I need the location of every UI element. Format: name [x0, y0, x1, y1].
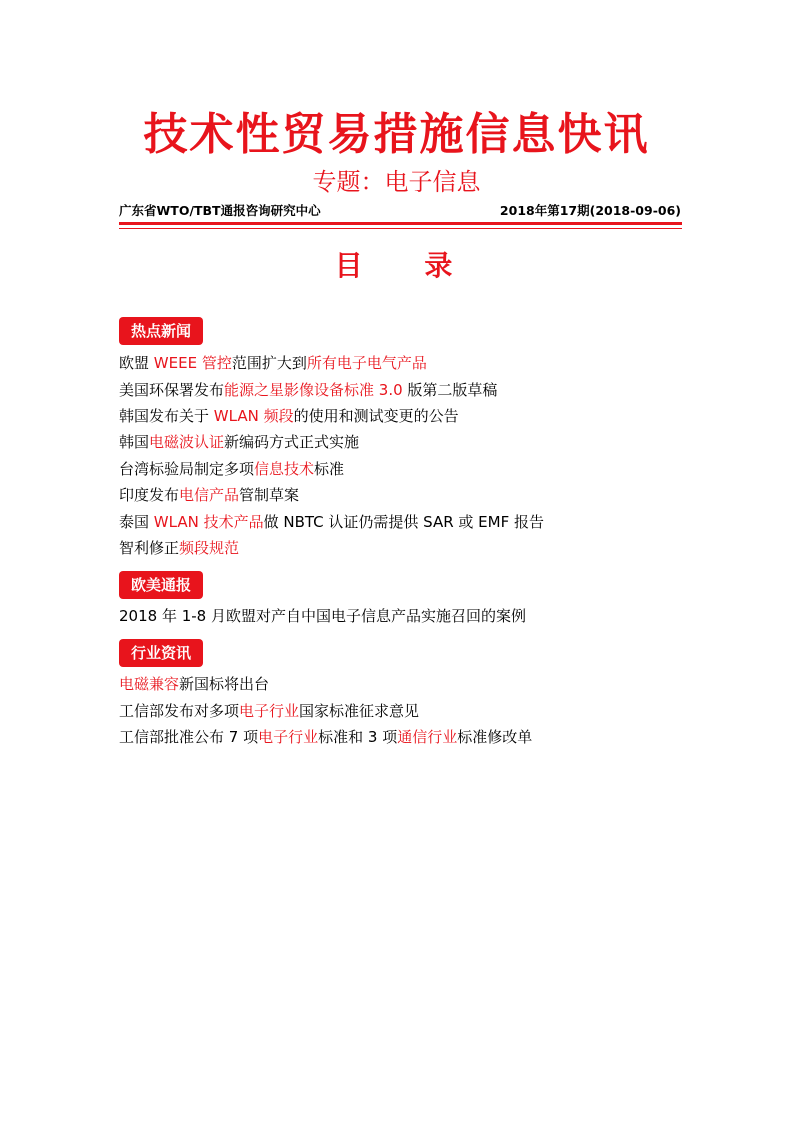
toc-link[interactable]	[119, 511, 544, 533]
highlight-keyword: 所有电子电气产品	[306, 354, 427, 372]
toc-text: 台湾标验局制定多项	[119, 460, 255, 478]
toc-text: 标准修改单	[457, 728, 533, 746]
toc-text: 2018 年 1-8 月欧盟对产自中国电子信息产品实施召回的案例	[119, 607, 526, 625]
toc-link[interactable]	[119, 605, 526, 627]
toc-text: 美国环保署发布	[119, 381, 225, 399]
header-rule-thick	[119, 222, 682, 225]
highlight-keyword: WLAN 技术产品	[153, 513, 264, 531]
publisher-name: 广东省WTO/TBT通报咨询研究中心	[119, 203, 321, 218]
toc-link[interactable]	[119, 352, 427, 374]
section-tag-hot-news: 热点新闻	[119, 317, 203, 345]
toc-text: 欧盟	[119, 354, 154, 372]
toc-text: 范围扩大到	[231, 354, 307, 372]
toc-text: 工信部批准公布 7 项	[119, 728, 259, 746]
issue-info: 2018年第17期(2018-09-06)	[499, 203, 681, 218]
toc-text: 新编码方式正式实施	[224, 433, 360, 451]
toc-link[interactable]	[119, 537, 239, 559]
header-rule-thin	[119, 228, 682, 229]
toc-link[interactable]	[119, 700, 419, 722]
bulletin-title: 技术性贸易措施信息快讯	[143, 109, 650, 160]
toc-link[interactable]	[119, 405, 459, 427]
toc-link[interactable]	[119, 458, 344, 480]
toc-link[interactable]	[119, 726, 532, 748]
highlight-keyword: 电磁兼容	[119, 675, 180, 693]
toc-link[interactable]	[119, 484, 299, 506]
highlight-keyword: 通信行业	[397, 728, 458, 746]
toc-link[interactable]	[119, 431, 359, 453]
toc-text: 国家标准征求意见	[299, 702, 420, 720]
toc-text: 韩国发布关于	[119, 407, 214, 425]
highlight-keyword: WEEE 管控	[153, 354, 232, 372]
toc-text: 标准	[314, 460, 345, 478]
section-tag-industry-news: 行业资讯	[119, 639, 203, 667]
toc-text: 的使用和测试变更的公告	[293, 407, 459, 425]
toc-text: 标准和 3 项	[318, 728, 398, 746]
highlight-keyword: WLAN 频段	[213, 407, 294, 425]
highlight-keyword: 能源之星影像设备标准 3.0	[224, 381, 403, 399]
highlight-keyword: 信息技术	[254, 460, 315, 478]
toc-text: 泰国	[119, 513, 154, 531]
section-tag-eu-us-notices: 欧美通报	[119, 571, 203, 599]
bulletin-subtitle: 专题：电子信息	[312, 168, 481, 196]
toc-link[interactable]	[119, 379, 497, 401]
masthead-meta	[119, 201, 681, 221]
toc-text: 做 NBTC 认证仍需提供 SAR 或 EMF 报告	[263, 513, 544, 531]
toc-text: 新国标将出台	[179, 675, 270, 693]
toc-text: 版第二版草稿	[402, 381, 498, 399]
toc-text: 印度发布	[119, 486, 180, 504]
toc-text: 工信部发布对多项	[119, 702, 240, 720]
toc-text: 智利修正	[119, 539, 180, 557]
toc-link[interactable]	[119, 673, 269, 695]
toc-text: 韩国	[119, 433, 150, 451]
highlight-keyword: 电子行业	[258, 728, 319, 746]
toc-heading: 目 录	[334, 249, 479, 282]
highlight-keyword: 电子行业	[239, 702, 300, 720]
highlight-keyword: 频段规范	[179, 539, 240, 557]
highlight-keyword: 电信产品	[179, 486, 240, 504]
highlight-keyword: 电磁波认证	[149, 433, 225, 451]
toc-text: 管制草案	[239, 486, 300, 504]
